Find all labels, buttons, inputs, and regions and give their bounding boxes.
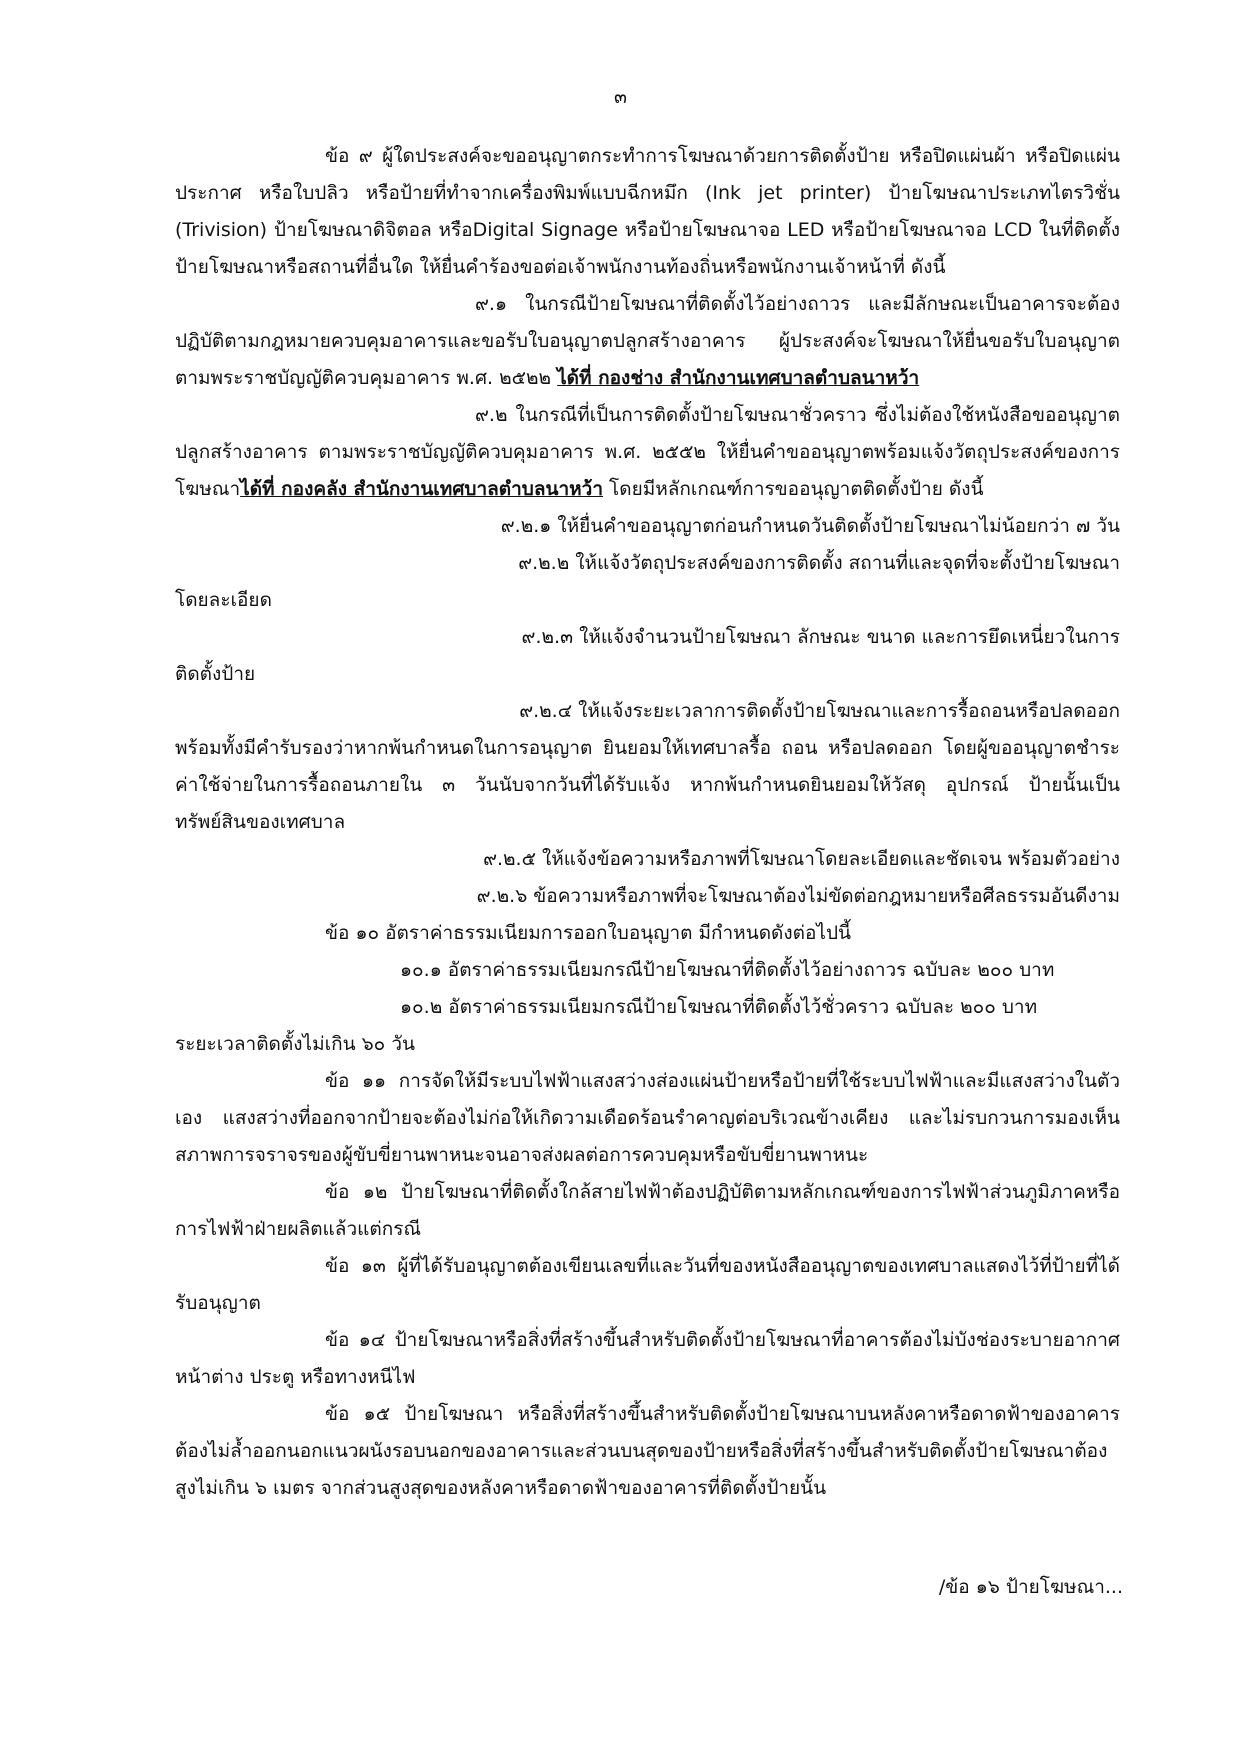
clause-13: ข้อ ๑๓ ผู้ที่ได้รับอนุญาตต้องเขียนเลขที่และวันที่ของหนังสืออนุญาตของเทศบาลแสดงไว้ที่ป้ายที่ได้รับอนุญาต <box>175 1255 1120 1314</box>
clause-9-2-text: ๙.๒ ในกรณีที่เป็นการติดตั้งป้ายโฆษณาชั่วคราว ซึ่งไม่ต้องใช้หนังสือขออนุญาตปลูกสร้างอาคาร ตามพระราชบัญญัติควบคุมอาคาร พ.ศ. ๒๕๕๒ ให้ยื่นคำขออนุญาตพร้อมแจ้งวัตถุประสงค์ของการโฆษณา <box>175 404 1120 500</box>
document-body <box>175 138 1120 1507</box>
clause-10-2-cont: ระยะเวลาติดตั้งไม่เกิน ๖๐ วัน <box>175 1033 415 1055</box>
clause-11: ข้อ ๑๑ การจัดให้มีระบบไฟฟ้าแสงสว่างส่องแผ่นป้ายหรือป้ายที่ใช้ระบบไฟฟ้าและมีแสงสว่างในตัวเอง แสงสว่างที่ออกจากป้ายจะต้องไม่ก่อให้เกิดวามเดือดร้อนรำคาญต่อบริเวณข้างเคียง และไม่รบกวนการมองเห็นสภาพการจราจรของผู้ขับขี่ยานพาหนะจนอาจส่งผลต่อการควบคุมหรือขับขี่ยานพาหนะ <box>175 1070 1120 1166</box>
clause-9-2-tail: โดยมีหลักเกณฑ์การขออนุญาตติดตั้งป้าย ดังนี้ <box>603 478 984 500</box>
clause-9-1-place: ได้ที่ กองช่าง สำนักงานเทศบาลตำบลนาหว้า <box>557 367 920 389</box>
clause-9-1-text: ๙.๑ ในกรณีป้ายโฆษณาที่ติดตั้งไว้อย่างถาวร และมีลักษณะเป็นอาคารจะต้องปฏิบัติตามกฎหมายควบคุมอาคารและขอรับใบอนุญาตปลูกสร้างอาคาร ผู้ประสงค์จะโฆษณาให้ยื่นขอรับใบอนุญาตตามพระราชบัญญัติควบคุมอาคาร พ.ศ. ๒๕๒๒ <box>175 293 1120 389</box>
page-number: ๓ <box>614 86 627 108</box>
next-page-reference: /ข้อ ๑๖ ป้ายโฆษณา... <box>938 1576 1123 1598</box>
clause-10: ข้อ ๑๐ อัตราค่าธรรมเนียมการออกใบอนุญาต มีกำหนดดังต่อไปนี้ <box>325 922 852 944</box>
clause-9-2-4-cont: พร้อมทั้งมีคำรับรองว่าหากพ้นกำหนดในการอนุญาต ยินยอมให้เทศบาลรื้อ ถอน หรือปลดออก โดยผู้ขออนุญาตชำระค่าใช้จ่ายในการรื้อถอนภายใน ๓ วันนับจากวันที่ได้รับแจ้ง หากพ้นกำหนดยินยอมให้วัสดุ อุปกรณ์ ป้ายนั้นเป็นทรัพย์สินของเทศบาล <box>175 737 1120 833</box>
clause-9-2 <box>175 397 1120 508</box>
clause-9-2-2: ๙.๒.๒ ให้แจ้งวัตถุประสงค์ของการติดตั้ง สถานที่และจุดที่จะตั้งป้ายโฆษณา <box>518 552 1120 574</box>
clause-10-2: ๑๐.๒ อัตราค่าธรรมเนียมกรณีป้ายโฆษณาที่ติดตั้งไว้ชั่วคราว ฉบับละ ๒๐๐ บาท <box>400 996 1038 1018</box>
clause-9-intro: ข้อ ๙ ผู้ใดประสงค์จะขออนุญาตกระทำการโฆษณาด้วยการติดตั้งป้าย หรือปิดแผ่นผ้า หรือปิดแผ่นประกาศ หรือใบปลิว หรือป้ายที่ทำจากเครื่องพิมพ์แบบฉีกหมึก (Ink jet printer) ป้ายโฆษณาประเภทไตรวิชั่น (Trivision) ป้ายโฆษณาดิจิตอล หรือDigital Signage หรือป้ายโฆษณาจอ LED หรือป้ายโฆษณาจอ LCD ในที่ติดตั้งป้ายโฆษณาหรือสถานที่อื่นใด ให้ยื่นคำร้องขอต่อเจ้าพนักงานท้องถิ่นหรือพนักงานเจ้าหน้าที่ ดังนี้ <box>175 145 1120 278</box>
clause-9-2-2-cont: โดยละเอียด <box>175 589 272 611</box>
clause-9-2-4: ๙.๒.๔ ให้แจ้งระยะเวลาการติดตั้งป้ายโฆษณาและการรื้อถอนหรือปลดออก <box>519 700 1120 722</box>
clause-9-2-3: ๙.๒.๓ ให้แจ้งจำนวนป้ายโฆษณา ลักษณะ ขนาด และการยึดเหนี่ยวในการ <box>521 626 1120 648</box>
clause-9-2-5: ๙.๒.๕ ให้แจ้งข้อความหรือภาพที่โฆษณาโดยละเอียดและชัดเจน พร้อมตัวอย่าง <box>483 848 1120 870</box>
clause-9-2-1: ๙.๒.๑ ให้ยื่นคำขออนุญาตก่อนกำหนดวันติดตั้งป้ายโฆษณาไม่น้อยกว่า ๗ วัน <box>500 515 1120 537</box>
clause-15: ข้อ ๑๕ ป้ายโฆษณา หรือสิ่งที่สร้างขึ้นสำหรับติดตั้งป้ายโฆษณาบนหลังคาหรือดาดฟ้าของอาคารต้องไม่ล้ำออกนอกแนวผนังรอบนอกของอาคารและส่วนบนสุดของป้ายหรือสิ่งที่สร้างขึ้นสำหรับติดตั้งป้ายโฆษณาต้องสูงไม่เกิน ๖ เมตร จากส่วนสูงสุดของหลังคาหรือดาดฟ้าของอาคารที่ติดตั้งป้ายนั้น <box>175 1403 1120 1499</box>
clause-10-1: ๑๐.๑ อัตราค่าธรรมเนียมกรณีป้ายโฆษณาที่ติดตั้งไว้อย่างถาวร ฉบับละ ๒๐๐ บาท <box>400 959 1055 981</box>
clause-9-2-6: ๙.๒.๖ ข้อความหรือภาพที่จะโฆษณาต้องไม่ขัดต่อกฎหมายหรือศีลธรรมอันดีงาม <box>476 885 1120 907</box>
clause-9-1 <box>175 286 1120 397</box>
clause-14: ข้อ ๑๔ ป้ายโฆษณาหรือสิ่งที่สร้างขึ้นสำหรับติดตั้งป้ายโฆษณาที่อาคารต้องไม่บังช่องระบายอากาศ หน้าต่าง ประตู หรือทางหนีไฟ <box>175 1329 1120 1388</box>
clause-9-2-place: ได้ที่ กองคลัง สำนักงานเทศบาลตำบลนาหว้า <box>240 478 603 500</box>
clause-9-2-3-cont: ติดตั้งป้าย <box>175 663 256 685</box>
clause-12: ข้อ ๑๒ ป้ายโฆษณาที่ติดตั้งใกล้สายไฟฟ้าต้องปฏิบัติตามหลักเกณฑ์ของการไฟฟ้าส่วนภูมิภาคหรือการไฟฟ้าฝ่ายผลิตแล้วแต่กรณี <box>175 1181 1120 1240</box>
